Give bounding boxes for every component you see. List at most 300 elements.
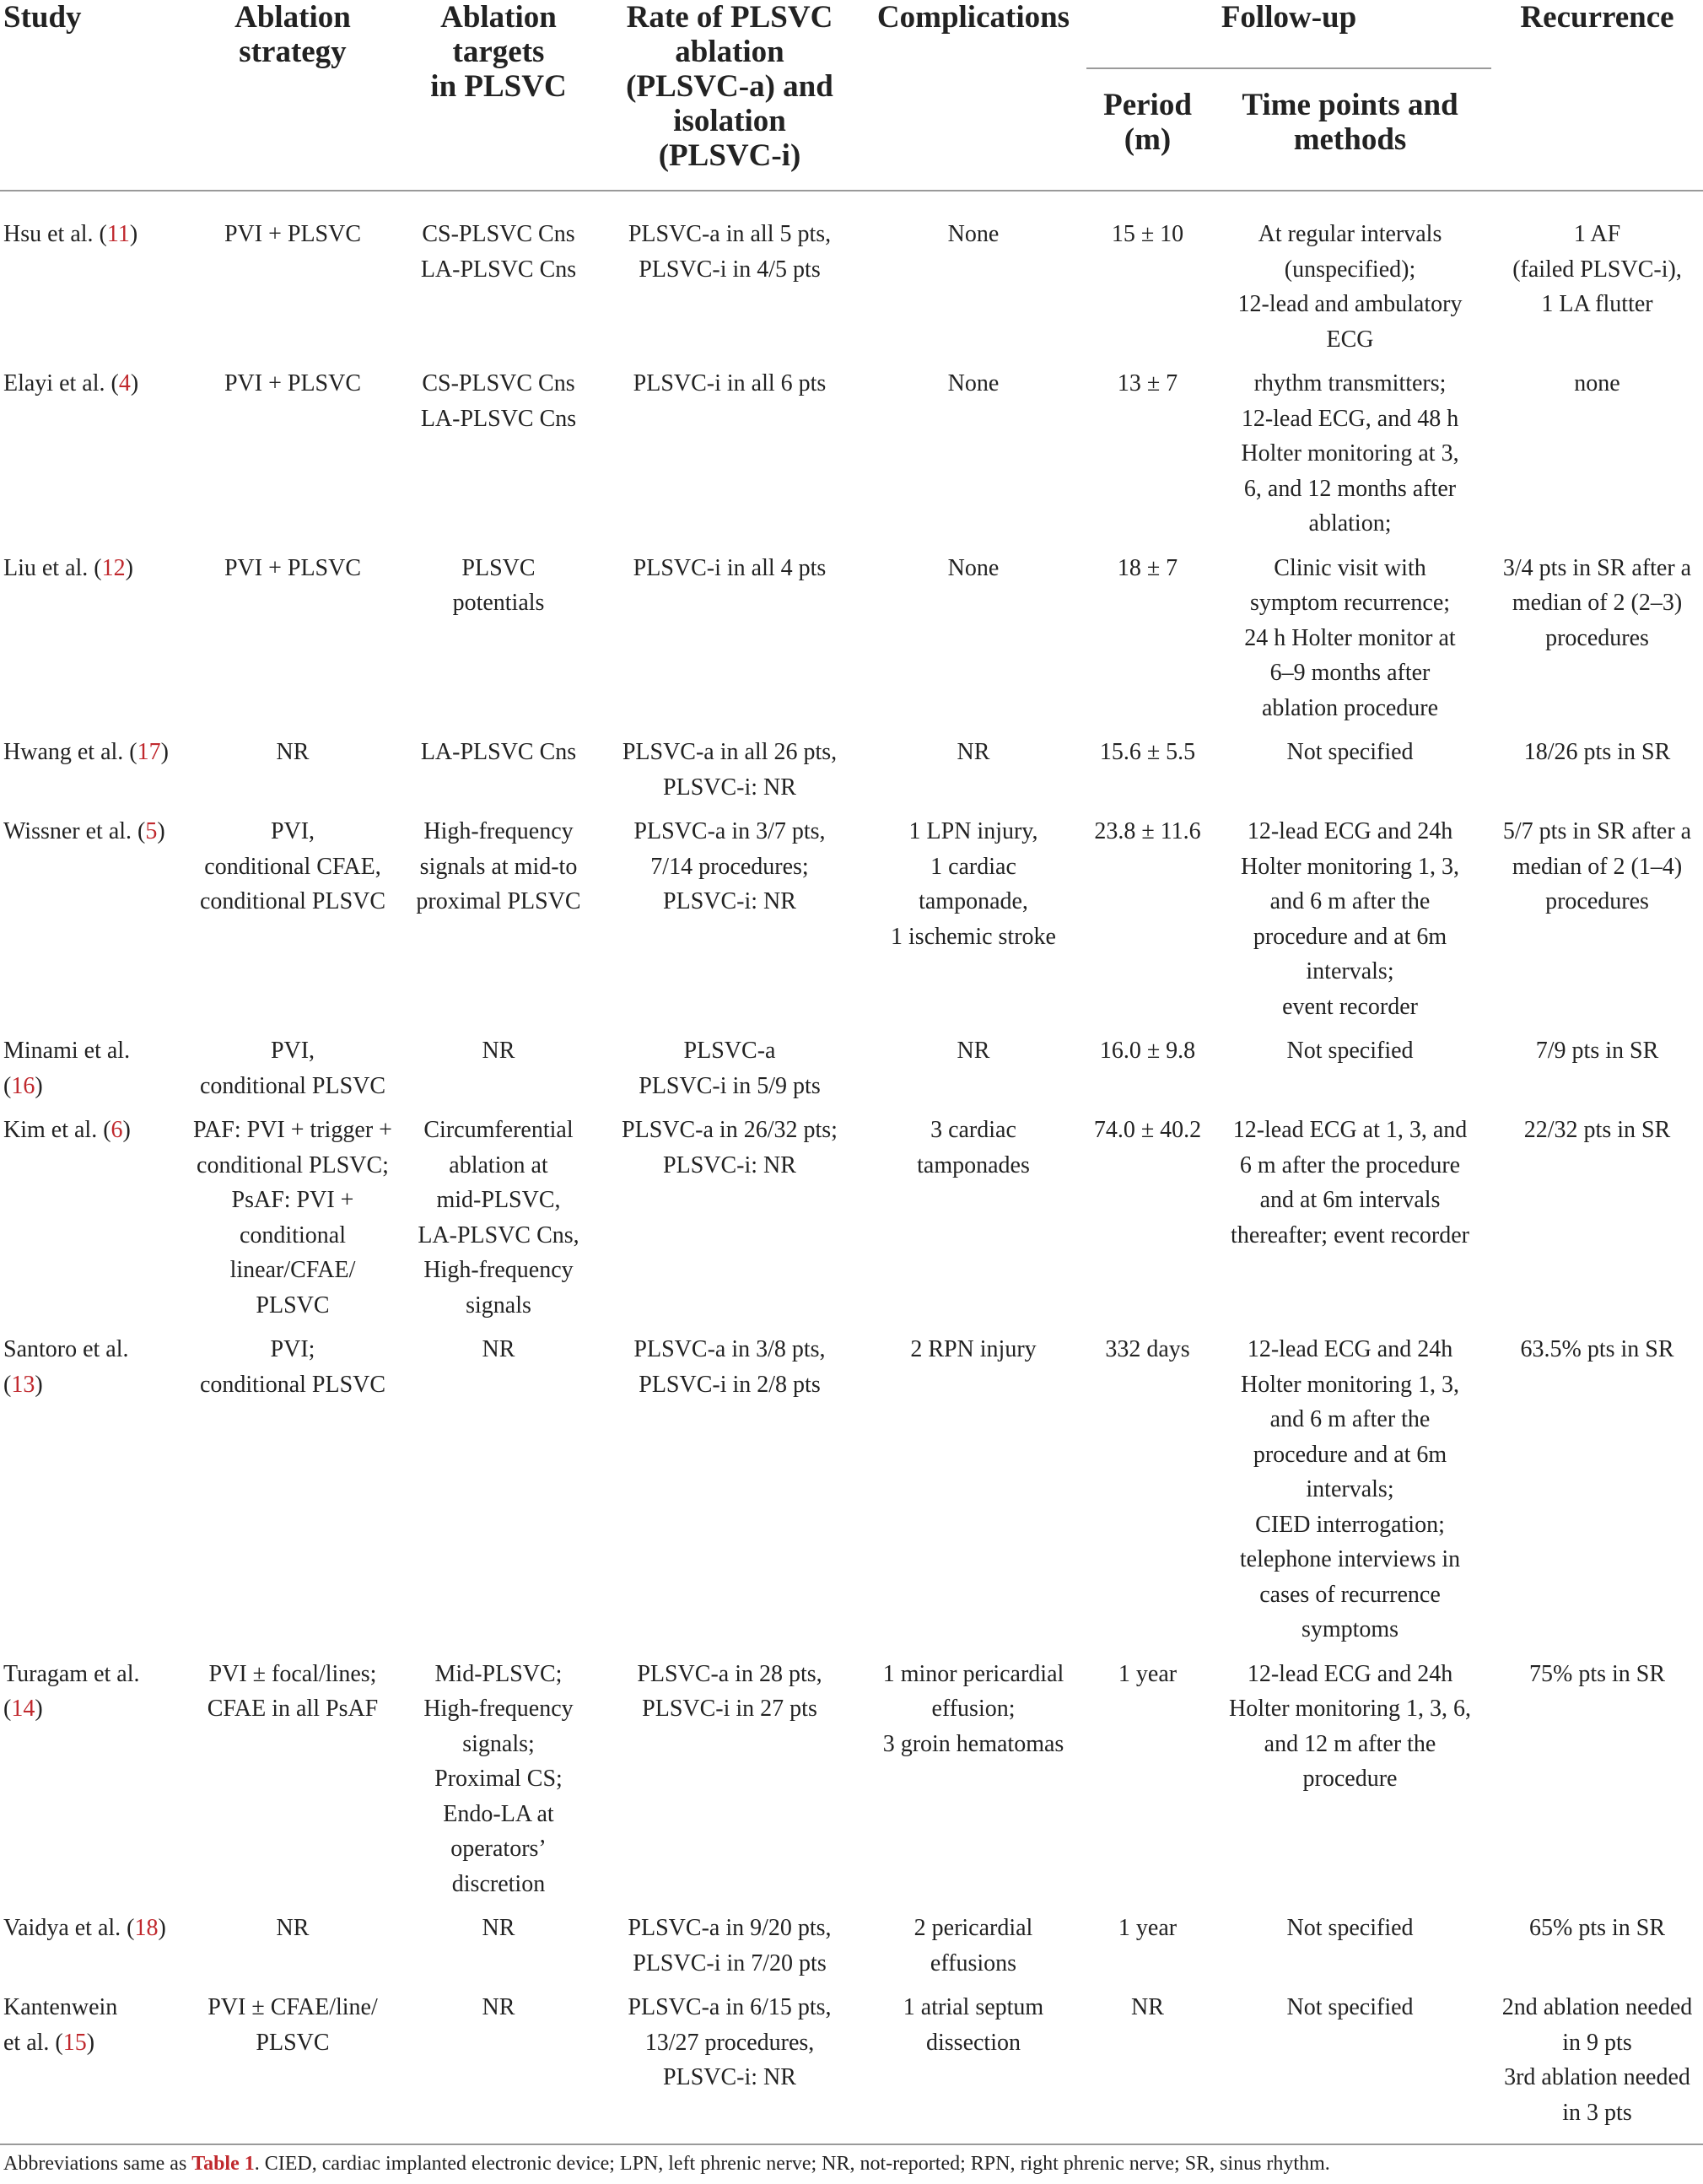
ablation-targets-cell [398, 1113, 599, 1332]
rate-cell [599, 366, 860, 551]
study-cell [0, 1113, 187, 1332]
cell-line: PLSVC-i in 4/5 pts [639, 256, 821, 283]
header-line: Ablation [440, 0, 557, 35]
cell-line: median of 2 (2–3) [1512, 590, 1683, 616]
cell-line: potentials [452, 590, 545, 616]
study-text: ( [3, 1696, 12, 1722]
cell-line: PLSVC-a in 6/15 pts, [628, 1994, 832, 2020]
cell-line: effusions [930, 1949, 1017, 1976]
ablation-targets-cell [398, 1657, 599, 1912]
cell-line: PLSVC-i in 5/9 pts [639, 1072, 821, 1099]
table-row [0, 1332, 1703, 1657]
recurrence-cell [1491, 1033, 1703, 1113]
period-cell [1086, 551, 1209, 736]
header-line: Study [3, 0, 82, 35]
cell-line: 12-lead ECG, and 48 h [1241, 405, 1459, 432]
cell-line: effusion; [931, 1696, 1016, 1722]
cell-line: NR [482, 1994, 515, 2020]
reference-link[interactable]: 5 [145, 818, 158, 844]
complications-cell [860, 1657, 1086, 1912]
cell-line: 2 pericardial [913, 1915, 1033, 1941]
ablation-strategy-cell [187, 735, 398, 814]
ablation-targets-cell [398, 814, 599, 1033]
cell-line: NR [482, 1915, 515, 1941]
recurrence-cell [1491, 1657, 1703, 1912]
cell-line: PAF: PVI + trigger + [193, 1117, 392, 1143]
cell-line: none [1574, 370, 1620, 396]
header-line: targets [452, 35, 545, 69]
cell-line: event recorder [1282, 993, 1418, 1020]
study-text: ) [35, 1371, 43, 1398]
study-text: Hsu et al. ( [3, 221, 107, 247]
header-ablation-targets [398, 0, 599, 191]
ablation-strategy-cell [187, 551, 398, 736]
period-cell [1086, 1033, 1209, 1113]
study-cell [0, 814, 187, 1033]
header-line: ablation [675, 35, 784, 69]
cell-line: intervals; [1306, 1476, 1394, 1502]
ablation-targets-cell [398, 366, 599, 551]
cell-line: LA-PLSVC Cns [420, 739, 577, 765]
header-line: (m) [1124, 121, 1172, 157]
period-cell [1086, 366, 1209, 551]
study-text: Kantenwein [3, 1994, 118, 2020]
cell-line: (unspecified); [1284, 256, 1416, 283]
cell-line: 1 LPN injury, [908, 818, 1038, 844]
study-text: Santoro et al. [3, 1336, 129, 1362]
period-cell [1086, 1911, 1209, 1990]
header-line: Period [1103, 87, 1192, 122]
ablation-strategy-cell [187, 1657, 398, 1912]
table-row [0, 814, 1703, 1033]
study-text: Elayi et al. ( [3, 370, 119, 396]
table-body [0, 191, 1703, 2144]
cell-line: 1 year [1118, 1915, 1178, 1941]
cell-line: LA-PLSVC Cns [420, 256, 577, 283]
table-row [0, 735, 1703, 814]
cell-line: 24 h Holter monitor at [1244, 624, 1456, 651]
study-text: ) [158, 1915, 166, 1941]
study-text: ( [3, 1072, 12, 1099]
table-header [0, 0, 1703, 191]
cell-line: 3 groin hematomas [882, 1730, 1064, 1757]
header-rate [599, 0, 860, 191]
reference-link[interactable]: 12 [101, 554, 126, 581]
period-cell [1086, 1990, 1209, 2144]
ablation-targets-cell [398, 1990, 599, 2144]
cell-line [3, 1113, 182, 1148]
cell-line: PLSVC-a in all 5 pts, [628, 221, 832, 247]
cell-line: procedures [1545, 888, 1649, 914]
cell-line [3, 1367, 182, 1403]
reference-link[interactable]: 13 [11, 1371, 35, 1398]
cell-line: Holter monitoring 1, 3, [1241, 1371, 1459, 1398]
time-points-cell [1209, 366, 1491, 551]
cell-line: in 3 pts [1562, 2099, 1632, 2126]
ablation-strategy-cell [187, 1911, 398, 1990]
ablation-strategy-cell [187, 1033, 398, 1113]
reference-link[interactable]: 14 [11, 1696, 35, 1722]
time-points-cell [1209, 814, 1491, 1033]
cell-line: CS-PLSVC Cns [422, 370, 575, 396]
table-row [0, 1113, 1703, 1332]
cell-line: 75% pts in SR [1529, 1660, 1666, 1687]
cell-line: PLSVC-a in 3/8 pts, [633, 1336, 826, 1362]
header-study [0, 0, 187, 191]
cell-line: Holter monitoring 1, 3, [1241, 853, 1459, 880]
cell-line: linear/CFAE/ [229, 1257, 356, 1283]
cell-line: None [947, 221, 1000, 247]
study-cell [0, 1332, 187, 1657]
cell-line [3, 1069, 182, 1104]
recurrence-cell [1491, 814, 1703, 1033]
complications-cell [860, 366, 1086, 551]
study-text: ) [35, 1696, 43, 1722]
study-text: ) [125, 554, 133, 581]
complications-cell [860, 191, 1086, 366]
cell-line: 3 cardiac [930, 1117, 1016, 1143]
cell-line: conditional PLSVC [199, 1072, 386, 1099]
reference-link[interactable]: 16 [11, 1072, 35, 1099]
cell-line: 7/14 procedures; [650, 853, 809, 880]
cell-line: (failed PLSVC-i), [1512, 256, 1682, 283]
rate-cell [599, 1911, 860, 1990]
cell-line: procedure and at 6m [1253, 923, 1447, 950]
cell-line: 1 atrial septum [903, 1994, 1044, 2020]
cell-line: NR [276, 1915, 310, 1941]
cell-line: 13 ± 7 [1117, 370, 1178, 396]
cell-line: in 9 pts [1562, 2029, 1632, 2056]
rate-cell [599, 1657, 860, 1912]
cell-line: CIED interrogation; [1255, 1511, 1445, 1538]
cell-line: PLSVC-a in all 26 pts, [622, 739, 838, 765]
header-line: Complications [876, 0, 1070, 35]
time-points-cell [1209, 1990, 1491, 2144]
table-footnote [3, 2151, 1330, 2176]
cell-line: ablation at [449, 1151, 548, 1178]
recurrence-cell [1491, 366, 1703, 551]
cell-line: 18/26 pts in SR [1523, 739, 1671, 765]
cell-line: PVI + PLSVC [224, 221, 362, 247]
cell-line: NR [1131, 1994, 1164, 2020]
study-text: et al. ( [3, 2029, 63, 2056]
study-cell [0, 551, 187, 736]
complications-cell [860, 1332, 1086, 1657]
complications-cell [860, 735, 1086, 814]
ablation-strategy-cell [187, 814, 398, 1033]
header-line: isolation [673, 104, 786, 138]
time-points-cell [1209, 1332, 1491, 1657]
cell-line: None [947, 554, 1000, 581]
cell-line [3, 1911, 182, 1946]
table-row [0, 1911, 1703, 1990]
cell-line: and 6 m after the [1269, 1406, 1431, 1432]
period-cell [1086, 191, 1209, 366]
cell-line: 74.0 ± 40.2 [1093, 1117, 1202, 1143]
ablation-targets-cell [398, 191, 599, 366]
cell-line: tamponade, [919, 888, 1028, 914]
cell-line: dissection [926, 2029, 1021, 2056]
reference-link[interactable]: 17 [137, 739, 161, 765]
cell-line: 1 LA flutter [1541, 291, 1653, 317]
cell-line: NR [276, 739, 310, 765]
cell-line: Circumferential [423, 1117, 574, 1143]
cell-line: PLSVC [461, 554, 536, 581]
study-text: ( [3, 1371, 12, 1398]
cell-line: mid-PLSVC, [436, 1187, 561, 1213]
complications-cell [860, 1113, 1086, 1332]
cell-line: Endo-LA at [443, 1800, 554, 1827]
cell-line: Not specified [1286, 739, 1414, 765]
recurrence-cell [1491, 735, 1703, 814]
study-cell [0, 366, 187, 551]
cell-line: LA-PLSVC Cns [420, 405, 577, 432]
header-time-points [1209, 68, 1491, 191]
ablation-targets-cell [398, 1911, 599, 1990]
complications-cell [860, 1990, 1086, 2144]
cell-line: 6, and 12 months after [1243, 475, 1457, 502]
time-points-cell [1209, 1911, 1491, 1990]
cell-line: 7/9 pts in SR [1535, 1038, 1659, 1064]
cell-line: At regular intervals [1258, 221, 1442, 247]
cell-line: cases of recurrence [1259, 1581, 1441, 1608]
cell-line: median of 2 (1–4) [1512, 853, 1683, 880]
study-text: Kim et al. ( [3, 1117, 111, 1143]
cell-line: PLSVC-i in 27 pts [642, 1696, 817, 1722]
header-line: Ablation [234, 0, 351, 35]
cell-line: Clinic visit with [1274, 554, 1426, 581]
rate-cell [599, 1332, 860, 1657]
cell-line: 332 days [1105, 1336, 1190, 1362]
cell-line [3, 217, 182, 252]
complications-cell [860, 1911, 1086, 1990]
time-points-cell [1209, 551, 1491, 736]
cell-line [3, 1332, 182, 1367]
cell-line: 12-lead and ambulatory [1237, 291, 1463, 317]
cell-line: PLSVC-i: NR [663, 888, 796, 914]
cell-line: Not specified [1286, 1915, 1414, 1941]
period-cell [1086, 735, 1209, 814]
study-cell [0, 1657, 187, 1912]
header-line: (PLSVC-i) [658, 138, 801, 173]
time-points-cell [1209, 735, 1491, 814]
study-text: Hwang et al. ( [3, 739, 137, 765]
cell-line: PVI, [270, 1038, 315, 1064]
header-line: Recurrence [1520, 0, 1674, 35]
cell-line: thereafter; event recorder [1231, 1221, 1469, 1248]
cell-line: PVI + PLSVC [224, 554, 362, 581]
ablation-strategy-cell [187, 191, 398, 366]
cell-line: tamponades [917, 1151, 1030, 1178]
study-cell [0, 191, 187, 366]
recurrence-cell [1491, 191, 1703, 366]
cell-line: None [947, 370, 1000, 396]
cell-line: Mid-PLSVC; [434, 1660, 563, 1687]
recurrence-cell [1491, 1911, 1703, 1990]
ablation-strategy-cell [187, 1113, 398, 1332]
cell-line: PVI ± CFAE/line/ [207, 1994, 378, 2020]
table-row [0, 1033, 1703, 1113]
cell-line: ablation; [1308, 510, 1392, 537]
period-cell [1086, 1657, 1209, 1912]
reference-link[interactable]: 4 [118, 370, 131, 396]
study-text: ) [129, 221, 138, 247]
cell-line: and 6 m after the [1269, 888, 1431, 914]
cell-line [3, 735, 182, 770]
rate-cell [599, 1990, 860, 2144]
complications-cell [860, 551, 1086, 736]
cell-line: symptoms [1301, 1616, 1399, 1642]
rate-cell [599, 1113, 860, 1332]
rate-cell [599, 191, 860, 366]
cell-line: conditional [240, 1221, 346, 1248]
header-follow-up [1086, 0, 1491, 68]
cell-line: 12-lead ECG at 1, 3, and [1232, 1117, 1468, 1143]
period-cell [1086, 1113, 1209, 1332]
study-text: ) [86, 2029, 95, 2056]
cell-line [3, 551, 182, 586]
cell-line: 1 ischemic stroke [891, 923, 1056, 950]
study-text: ) [122, 1117, 131, 1143]
cell-line: procedure and at 6m [1253, 1441, 1447, 1468]
study-text: ) [160, 739, 169, 765]
cell-line: 1 minor pericardial [882, 1660, 1064, 1687]
cell-line: 22/32 pts in SR [1523, 1117, 1671, 1143]
cell-line [3, 1691, 182, 1727]
cell-line: PLSVC-i: NR [663, 2064, 796, 2090]
cell-line: PLSVC-a in 26/32 pts; [622, 1117, 838, 1143]
cell-line: CFAE in all PsAF [207, 1696, 379, 1722]
cell-line: procedure [1302, 1766, 1398, 1792]
recurrence-cell [1491, 1332, 1703, 1657]
rate-cell [599, 1033, 860, 1113]
study-text: ) [157, 818, 165, 844]
cell-line: PVI ± focal/lines; [208, 1660, 377, 1687]
footnote-text: . CIED, cardiac implanted electronic device; LPN, left phrenic nerve; NR, not-reported; RPN, right phrenic nerve; SR, sinus rhythm. [254, 2153, 1330, 2175]
cell-line: and at 6m intervals [1259, 1187, 1441, 1213]
ablation-strategy-cell [187, 1990, 398, 2144]
cell-line: signals; [462, 1730, 535, 1757]
header-ablation-strategy [187, 0, 398, 191]
cell-line: 16.0 ± 9.8 [1099, 1038, 1196, 1064]
cell-line: intervals; [1306, 958, 1394, 984]
cell-line: Not specified [1286, 1994, 1414, 2020]
cell-line [3, 1033, 182, 1069]
cell-line: PLSVC-i: NR [663, 774, 796, 801]
cell-line [3, 366, 182, 402]
cell-line: 12-lead ECG and 24h [1247, 1336, 1453, 1362]
cell-line: NR [482, 1038, 515, 1064]
table-row [0, 1657, 1703, 1912]
cell-line: LA-PLSVC Cns, [418, 1221, 579, 1248]
footnote-prefix: Abbreviations same as [3, 2153, 192, 2175]
cell-line: PLSVC-a [683, 1038, 776, 1064]
study-cell [0, 735, 187, 814]
cell-line: NR [482, 1336, 515, 1362]
cell-line [3, 2025, 182, 2061]
header-period [1086, 68, 1209, 191]
cell-line: 12-lead ECG and 24h [1247, 818, 1453, 844]
rate-cell [599, 551, 860, 736]
cell-line: PLSVC-i in 7/20 pts [633, 1949, 827, 1976]
cell-line: PLSVC-i: NR [663, 1151, 796, 1178]
cell-line: 1 cardiac [930, 853, 1016, 880]
cell-line: 13/27 procedures, [644, 2029, 815, 2056]
rate-cell [599, 735, 860, 814]
table-row [0, 191, 1703, 366]
reference-link[interactable]: 11 [106, 221, 130, 247]
study-cell [0, 1911, 187, 1990]
period-cell [1086, 814, 1209, 1033]
cell-line: 12-lead ECG and 24h [1247, 1660, 1453, 1687]
study-cell [0, 1033, 187, 1113]
table-row [0, 366, 1703, 551]
cell-line: and 12 m after the [1264, 1730, 1436, 1757]
time-points-cell [1209, 1033, 1491, 1113]
header-line: strategy [239, 35, 347, 69]
cell-line: PsAF: PVI + [231, 1187, 354, 1213]
recurrence-cell [1491, 551, 1703, 736]
study-text: Turagam et al. [3, 1660, 140, 1687]
cell-line: 2 RPN injury [910, 1336, 1037, 1362]
ablation-targets-cell [398, 1033, 599, 1113]
cell-line: PLSVC [256, 2029, 330, 2056]
rate-cell [599, 814, 860, 1033]
study-text: Wissner et al. ( [3, 818, 146, 844]
ablation-strategy-cell [187, 366, 398, 551]
cell-line: 65% pts in SR [1529, 1915, 1666, 1941]
cell-line: PVI + PLSVC [224, 370, 362, 396]
cell-line: telephone interviews in [1239, 1546, 1461, 1572]
cell-line: procedures [1545, 624, 1649, 651]
cell-line: CS-PLSVC Cns [422, 221, 575, 247]
reference-link[interactable]: 18 [134, 1915, 159, 1941]
cell-line: 5/7 pts in SR after a [1502, 818, 1692, 844]
cell-line: 1 year [1118, 1660, 1178, 1687]
header-recurrence [1491, 0, 1703, 191]
cell-line: High-frequency [423, 1696, 574, 1722]
cell-line: 63.5% pts in SR [1520, 1336, 1674, 1362]
cell-line: PVI; [270, 1336, 315, 1362]
reference-link[interactable]: 15 [62, 2029, 87, 2056]
cell-line: Holter monitoring 1, 3, 6, [1229, 1696, 1471, 1722]
reference-link[interactable]: 6 [110, 1117, 123, 1143]
cell-line: ECG [1326, 326, 1374, 353]
footnote-table-link[interactable]: Table 1 [191, 2153, 255, 2175]
period-cell [1086, 1332, 1209, 1657]
cell-line: PLSVC-i in all 4 pts [633, 554, 827, 581]
cell-line: PLSVC-a in 3/7 pts, [633, 818, 826, 844]
cell-line: operators’ [450, 1836, 547, 1862]
recurrence-cell [1491, 1113, 1703, 1332]
study-cell [0, 1990, 187, 2144]
time-points-cell [1209, 1657, 1491, 1912]
cell-line: conditional CFAE, [204, 853, 381, 880]
cell-line: conditional PLSVC; [197, 1151, 389, 1178]
ablation-targets-cell [398, 735, 599, 814]
table-row [0, 551, 1703, 736]
header-line: Time points and [1242, 87, 1458, 122]
cell-line: signals [466, 1292, 531, 1318]
cell-line: 15.6 ± 5.5 [1099, 739, 1196, 765]
recurrence-cell [1491, 1990, 1703, 2144]
study-text: Vaidya et al. ( [3, 1915, 135, 1941]
cell-line: Proximal CS; [434, 1766, 563, 1792]
cell-line: proximal PLSVC [416, 888, 581, 914]
cell-line: 2nd ablation needed [1501, 1994, 1693, 2020]
cell-line: NR [957, 739, 990, 765]
header-line: Follow-up [1221, 0, 1357, 35]
